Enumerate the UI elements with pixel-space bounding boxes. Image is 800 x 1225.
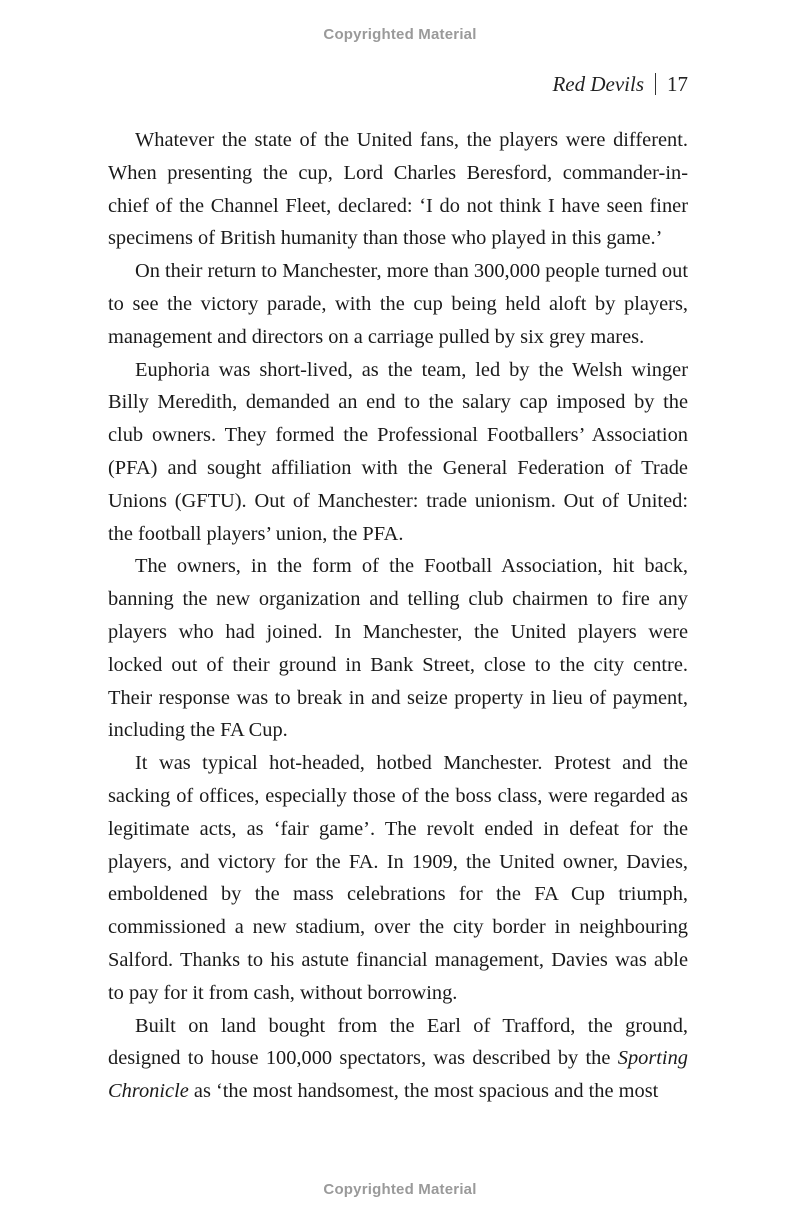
paragraph-6 [108,1010,688,1108]
body-text [108,124,688,1108]
paragraph-4: The owners, in the form of the Football Association, hit back, banning the new organization and telling club chairmen to fire any players who had joined. In Manchester, the United players were locked out of their ground in Bank Street, close to the city centre. Their response was to break in and seize property in lieu of payment, including the FA Cup. [108,555,688,742]
copyright-watermark-top: Copyrighted Material [323,26,477,43]
paragraph-2: On their return to Manchester, more than 300,000 people turned out to see the victory parade, with the cup being held aloft by players, management and directors on a carriage pulled by six grey mares. [108,260,688,348]
paragraph-3: Euphoria was short-lived, as the team, led by the Welsh winger Billy Meredith, demanded an end to the salary cap imposed by the club owners. They formed the Professional Footballers’ Association (PFA) and sought affiliation with the General Federation of Trade Unions (GFTU). Out of Manchester: trade unionism. Out of United: the football players’ union, the PFA. [108,358,688,545]
running-head [552,72,688,97]
publication-title: Sporting Chronicle [108,1047,688,1103]
paragraph-6-text-end: as ‘the most handsomest, the most spacious and the most [188,1080,659,1103]
copyright-watermark-bottom: Copyrighted Material [323,1181,477,1198]
page-number: 17 [667,72,688,96]
paragraph-1: Whatever the state of the United fans, the players were different. When presenting the cup, Lord Charles Beresford, commander-in-chief of the Channel Fleet, declared: ‘I do not think I have seen finer specimens of British humanity than those who played in this game.’ [108,129,688,250]
paragraph-5: It was typical hot-headed, hotbed Manchester. Protest and the sacking of offices, especially those of the boss class, were regarded as legitimate acts, as ‘fair game’. The revolt ended in defeat for the players, and victory for the FA. In 1909, the United owner, Davies, emboldened by the mass celebrations for the FA Cup triumph, commissioned a new stadium, over the city border in neighbouring Salford. Thanks to his astute financial management, Davies was able to pay for it from cash, without borrowing. [108,752,688,1004]
running-head-title: Red Devils [552,72,644,96]
paragraph-6-text-start: Built on land bought from the Earl of Trafford, the ground, designed to house 100,000 spectators, was described by the [108,1014,688,1070]
running-head-divider [655,73,656,95]
